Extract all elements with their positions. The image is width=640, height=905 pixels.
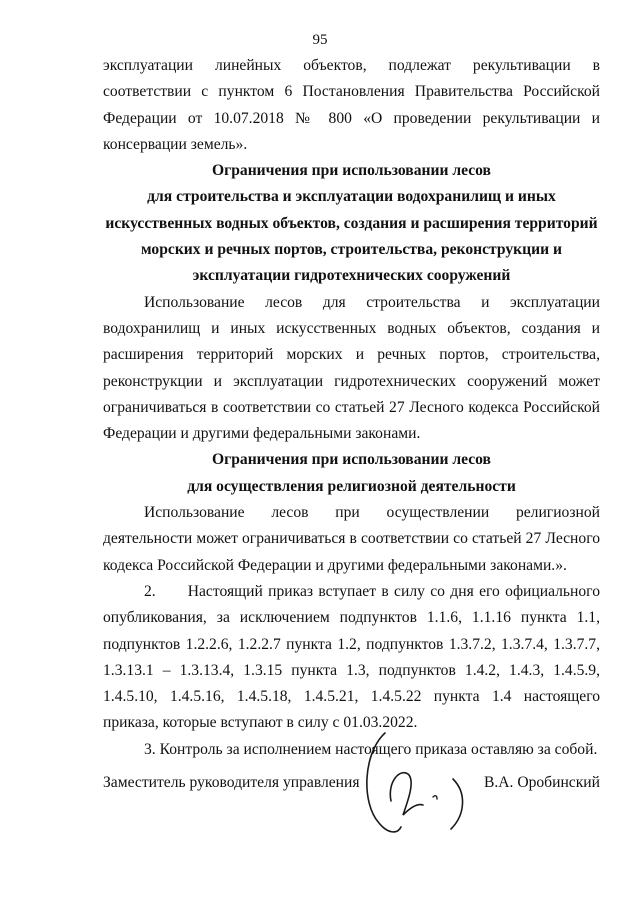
section-heading-religious: [103, 447, 600, 500]
heading-line: Ограничения при использовании лесов: [212, 162, 491, 180]
signer-name: В.А. Оробинский: [483, 774, 600, 791]
clause-2: 2. Настоящий приказ вступает в силу со дня его официального опубликования, за исключением подпунктов 1.1.6, 1.1.16 пункта 1.1, подпунктов 1.2.2.6, 1.2.2.7 пункта 1.2, подпунктов 1.3.7.2, 1.3.7.4, 1.3.7.7, 1.3.13.1 – 1.3.13.4, 1.3.15 пункта 1.3, подпунктов 1.4.2, 1.4.3, 1.4.5.9, 1.4.5.10, 1.4.5.16, 1.4.5.18, 1.4.5.21, 1.4.5.22 пункта 1.4 настоящего приказа, которые вступают в силу с 01.03.2022.: [103, 582, 600, 732]
signer-position: Заместитель руководителя управления: [103, 774, 360, 791]
section-heading-reservoirs: [103, 158, 600, 289]
clause-3: 3. Контроль за исполнением настоящего приказа оставляю за собой.: [144, 740, 598, 758]
handwritten-signature: [357, 723, 487, 843]
section-body-religious: Использование лесов при осуществлении религиозной деятельности может ограничиваться в соответствии со статьей 27 Лесного кодекса Российской Федерации и другими федеральными законами.».: [103, 504, 600, 574]
document-body: [103, 53, 600, 763]
section-body-reservoirs: Использование лесов для строительства и эксплуатации водохранилищ и иных искусственных водных объектов, создания и расширения территорий морских и речных портов, строительства, реконструкции и эксплуатации гидротехнических сооружений может ограничиваться в соответствии со статьей 27 Лесного кодекса Российской Федерации и другими федеральными законами.: [103, 293, 600, 443]
heading-line: для осуществления религиозной деятельности: [187, 477, 516, 495]
intro-paragraph: эксплуатации линейных объектов, подлежат рекультивации в соответствии с пунктом 6 Постановления Правительства Российской Федерации от 10.07.2018 № 800 «О проведении рекультивации и консервации земель».: [103, 57, 600, 153]
heading-line: для строительства и эксплуатации водохранилищ и иных: [147, 188, 556, 206]
heading-line: Ограничения при использовании лесов: [212, 451, 491, 469]
page-number: 95: [312, 32, 328, 48]
heading-line: морских и речных портов, строительства, реконструкции и: [141, 241, 562, 259]
heading-line: эксплуатации гидротехнических сооружений: [192, 267, 511, 285]
heading-line: искусственных водных объектов, создания и расширения территорий: [105, 214, 598, 232]
